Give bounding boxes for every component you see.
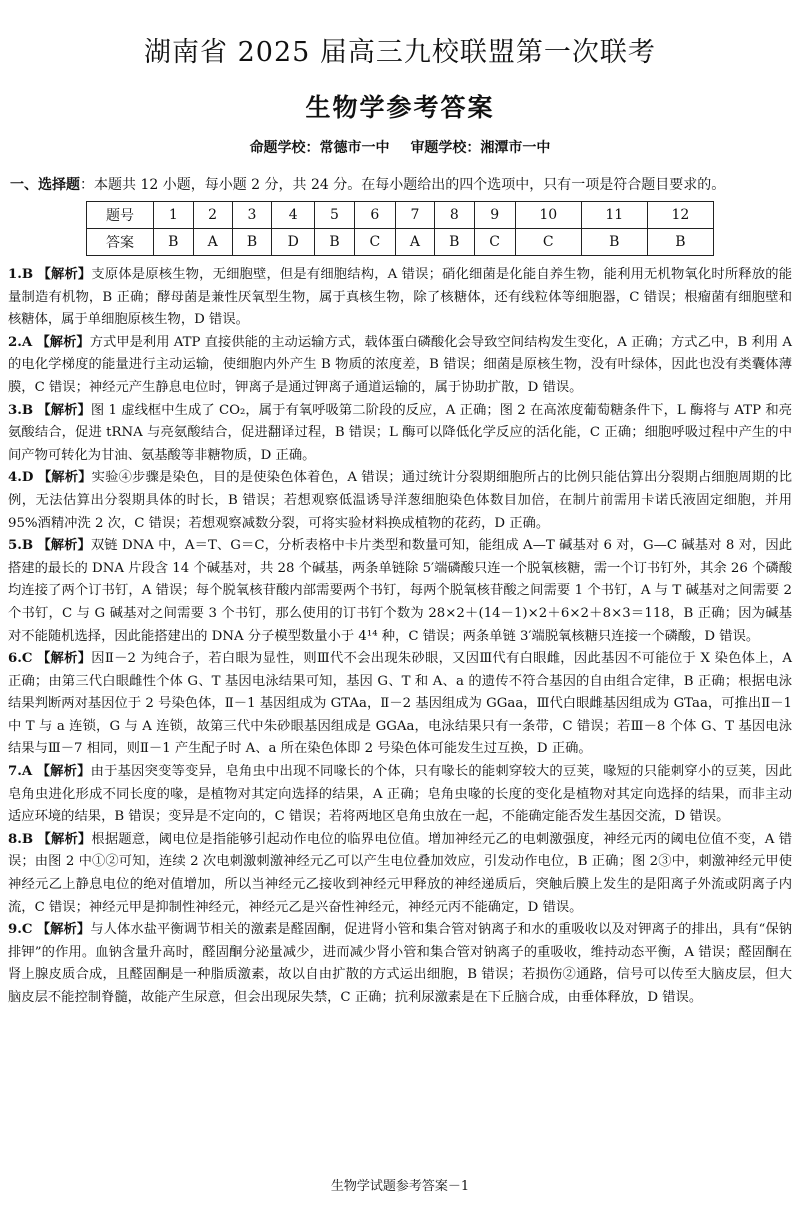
answer-cell: D (272, 229, 315, 256)
answer-cell: C (515, 229, 581, 256)
analysis-tag: 【解析】 (36, 922, 91, 938)
question-number-cell: 12 (647, 202, 713, 229)
answer-cell: B (581, 229, 647, 256)
item-text: 与人体水盐平衡调节相关的激素是醛固酮，促进肾小管和集合管对钠离子和水的重吸收以及对钾离子的排出，具有“保钠排钾”的作用。血钠含量升高时，醛固酮分泌量减少，进而减少肾小管和集合管对钠离子的重吸收，维持动态平衡，A 错误；醛固酮在肾上腺皮质合成，且醛固酮是一种脂质激素，故以自由扩散的方式运出细胞，B 错误；若损伤②通路，信号可以传至大脑皮层，但大脑皮层不能控制脊髓，故能产生尿意，但会出现尿失禁，C 正确；抗利尿激素是在下丘脑合成，由垂体释放，D 错误。 (8, 922, 793, 1005)
question-number-cell: 8 (434, 202, 474, 229)
explanation-item (8, 761, 792, 829)
explanation-item (8, 919, 792, 1009)
question-number-cell: 4 (272, 202, 315, 229)
item-text: 方式甲是利用 ATP 直接供能的主动运输方式，载体蛋白磷酸化会导致空间结构发生变化，A 正确；方式乙中，B 利用 A 的电化学梯度的能量进行主动运输，使细胞内外产生 B 物质的浓度差，B 错误；细菌是原核生物，没有叶绿体，因此也没有类囊体薄膜，C 错误；神经元产生静息电位时，钾离子是通过钾离子通道运输的，属于协助扩散，D 错误。 (8, 334, 792, 395)
question-number-cell: 5 (315, 202, 355, 229)
answer-cell: A (193, 229, 232, 256)
item-number: 8.B (8, 831, 34, 847)
answer-cell: C (474, 229, 515, 256)
page-title: 湖南省 2025 届高三九校联盟第一次联考 (144, 37, 656, 68)
analysis-tag: 【解析】 (37, 402, 91, 418)
section-label: 一、选择题 (10, 177, 80, 193)
explanation-item (8, 400, 792, 468)
analysis-tag: 【解析】 (36, 764, 91, 780)
item-text: 图 1 虚线框中生成了 CO₂，属于有氧呼吸第二阶段的反应，A 正确；图 2 在高浓度葡萄糖条件下，L 酶将与 ATP 和亮氨酸结合，促进 tRNA 与亮氨酸结合，促进翻译过程，B 错误；L 酶可以降低化学反应的活化能，C 正确；细胞呼吸过程中产生的中间产物可转化为甘油、氨基酸等非糖物质，D 正确。 (8, 402, 793, 463)
table-header-cell: 题号 (87, 202, 154, 229)
item-text: 实验④步骤是染色，目的是使染色体着色，A 错误；通过统计分裂期细胞所占的比例只能估算出分裂期占细胞周期的比例，无法估算出分裂期具体的时长，B 错误；若想观察低温诱导洋葱细胞染色体数目加倍，在制片前需用卡诺氏液固定细胞，并用 95%酒精冲洗 2 次，C 错误；若想观察减数分裂，可将实验材料换成植物的花药，D 正确。 (8, 470, 793, 531)
question-number-cell: 11 (581, 202, 647, 229)
credits-line (0, 137, 800, 157)
answer-table-answer-row (87, 229, 714, 256)
question-number-cell: 7 (395, 202, 434, 229)
item-number: 1.B (8, 267, 34, 282)
question-number-cell: 2 (193, 202, 232, 229)
answer-cell: B (154, 229, 194, 256)
explanation-list (8, 264, 792, 1010)
answer-cell: A (395, 229, 434, 256)
explanation-item (8, 264, 792, 332)
item-number: 9.C (8, 922, 33, 938)
analysis-tag: 【解析】 (37, 267, 92, 282)
reviewer-school: 审题学校：湘潭市一中 (410, 140, 551, 156)
explanation-item (8, 535, 792, 648)
analysis-tag: 【解析】 (36, 334, 90, 350)
explanation-item (8, 829, 792, 919)
explanation-item (8, 467, 792, 535)
answer-table-number-row (87, 202, 714, 229)
proposer-school: 命题学校：常德市一中 (249, 140, 390, 156)
item-text: 由于基因突变等变异，皂角虫中出现不同喙长的个体，只有喙长的能刺穿较大的豆荚，喙短的只能刺穿小的豆荚，因此皂角虫进化形成不同长度的喙，是植物对其定向选择的结果，A 正确；皂角虫喙的长度的变化是植物对其定向选择的结果，而非主动适应环境的结果，B 错误；变异是不定向的，C 错误；若将两地区皂角虫放在一起，不能确定能否发生基因交流，D 错误。 (8, 764, 793, 825)
section-heading (10, 174, 790, 194)
item-number: 6.C (8, 651, 33, 667)
item-number: 2.A (8, 334, 33, 350)
answer-cell: B (315, 229, 355, 256)
item-number: 3.B (8, 402, 34, 418)
analysis-tag: 【解析】 (37, 538, 91, 554)
item-text: 双链 DNA 中，A＝T、G＝C，分析表格中卡片类型和数量可知，能组成 A—T 碱基对 6 对，G—C 碱基对 8 对，因此搭建的最长的 DNA 片段含 14 个碱基对，共 28 个碱基，两条单链除 5′端磷酸只连一个脱氧核糖，需一个订书钉外，其余 26 个磷酸均连接了两个订书钉，A 错误；每个脱氧核苷酸内部需要两个书钉，每两个脱氧核苷酸之间需要 1 个书钉，A 与 T 碱基对之间需要 2 个书钉，C 与 G 碱基对之间需要 3 个书钉，那么使用的订书钉个数为 28×2＋(14－1)×2＋6×2＋8×3＝118，B 正确；因为碱基对不能随机选择，因此能搭建出的 DNA 分子模型数量小于 4¹⁴ 种，C 错误；两条单链 3′端脱氧核糖只连接一个磷酸，D 错误。 (8, 538, 792, 644)
explanation-item (8, 332, 792, 400)
question-number-cell: 10 (515, 202, 581, 229)
item-number: 5.B (8, 538, 34, 554)
page-subtitle: 生物学参考答案 (305, 93, 495, 122)
item-text: 支原体是原核生物，无细胞壁，但是有细胞结构，A 错误；硝化细菌是化能自养生物，能利用无机物氧化时所释放的能量制造有机物，B 正确；酵母菌是兼性厌氧型生物，属于真核生物，除了核糖体，还有线粒体等细胞器，C 错误；根瘤菌有细胞壁和核糖体，属于单细胞原核生物，D 错误。 (8, 267, 793, 328)
explanation-item (8, 648, 792, 761)
section-instruction: ：本题共 12 小题，每小题 2 分，共 24 分。在每小题给出的四个选项中，只有一项是符合题目要求的。 (80, 177, 726, 193)
answer-cell: C (354, 229, 395, 256)
analysis-tag: 【解析】 (37, 831, 92, 847)
question-number-cell: 6 (354, 202, 395, 229)
item-text: 因Ⅱ－2 为纯合子，若白眼为显性，则Ⅲ代不会出现朱砂眼，又因Ⅲ代有白眼雌，因此基因不可能位于 X 染色体上，A 正确；由第三代白眼雌性个体 G、T 基因电泳结果可知，基因 G、T 和 A、a 的遗传不符合基因的自由组合定律，B 正确；根据电泳结果判断两对基因位于 2 号染色体，Ⅱ－1 基因组成为 GTAa，Ⅱ－2 基因组成为 GGaa，Ⅲ代白眼雌基因组成为 GTaa，可推出Ⅱ－1 中 T 与 a 连锁，G 与 A 连锁，故第三代中朱砂眼基因组成是 GGAa，电泳结果只有一条带，C 错误；若Ⅲ－8 个体 G、T 基因电泳结果与Ⅲ－7 相同，则Ⅱ－1 产生配子时 A、a 所在染色体即 2 号染色体可能发生过互换，D 正确。 (8, 651, 793, 757)
item-text: 根据题意，阈电位是指能够引起动作电位的临界电位值。增加神经元乙的电刺激强度，神经元丙的阈电位值不变，A 错误；由图 2 中①②可知，连续 2 次电刺激刺激神经元乙可以产生电位叠加效应，引发动作电位，B 正确；图 2③中，刺激神经元甲使神经元乙上静息电位的绝对值增加，所以当神经元乙接收到神经元甲释放的神经递质后，突触后膜上发生的是阳离子外流或阴离子内流，C 错误；神经元甲是抑制性神经元，神经元乙是兴奋性神经元，神经元丙不能确定，D 错误。 (8, 831, 793, 915)
answer-cell: B (434, 229, 474, 256)
question-number-cell: 1 (154, 202, 194, 229)
analysis-tag: 【解析】 (37, 470, 92, 486)
answer-table (86, 201, 714, 256)
answer-cell: B (647, 229, 713, 256)
page-footer: 生物学试题参考答案－1 (330, 1179, 470, 1194)
table-header-cell: 答案 (87, 229, 154, 256)
analysis-tag: 【解析】 (36, 651, 92, 667)
item-number: 4.D (8, 470, 34, 486)
answer-cell: B (232, 229, 272, 256)
question-number-cell: 3 (232, 202, 272, 229)
question-number-cell: 9 (474, 202, 515, 229)
item-number: 7.A (8, 764, 33, 780)
